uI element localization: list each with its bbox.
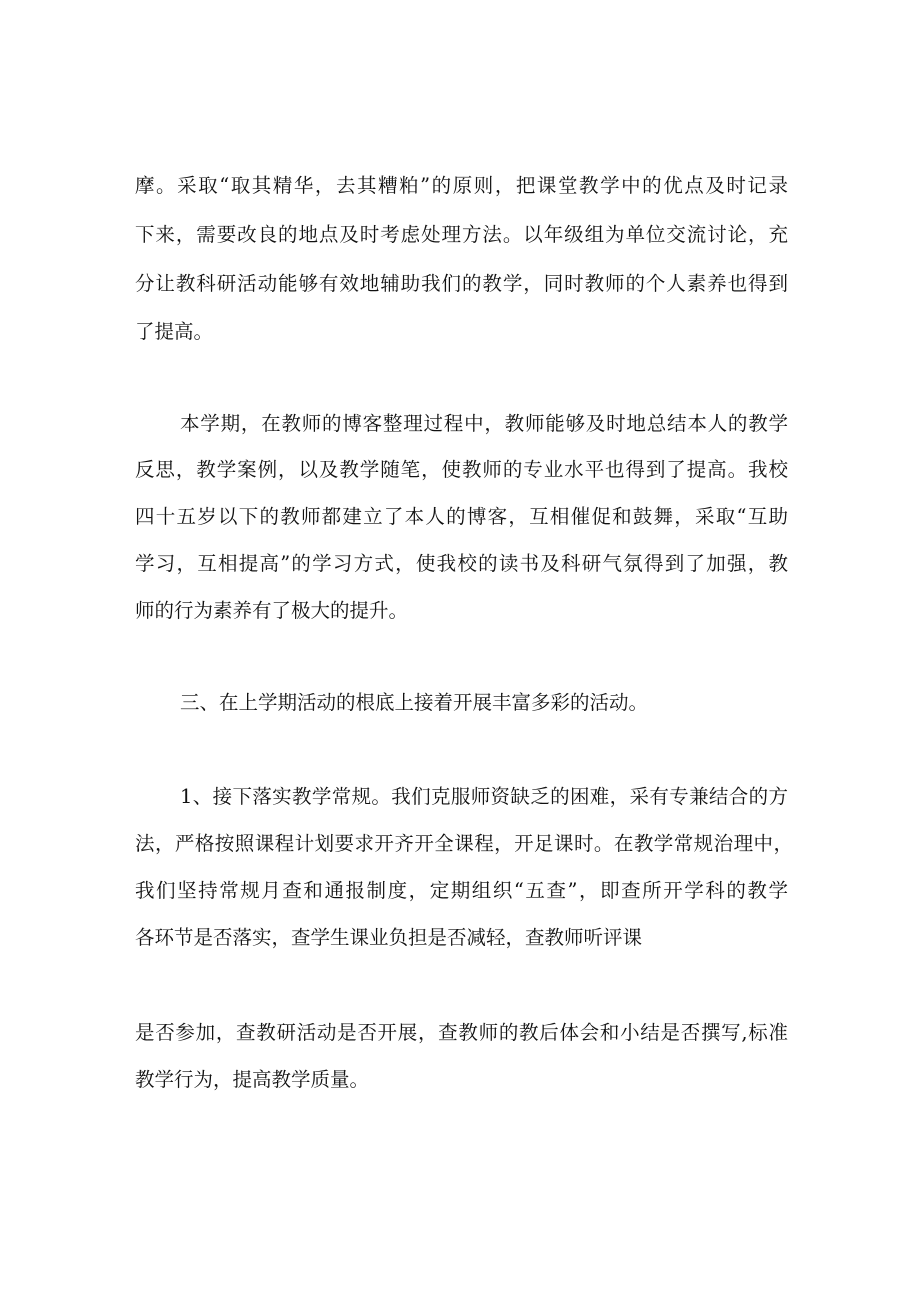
text-line: 了提高。 bbox=[135, 320, 214, 343]
text-line: 1、接下落实教学常规。我们克服师资缺乏的困难，采有专兼结合的方 bbox=[180, 785, 788, 808]
text-line: 分让教科研活动能够有效地辅助我们的教学，同时教师的个人素养也得到 bbox=[135, 272, 788, 295]
text-line: 四十五岁以下的教师都建立了本人的博客，互相催促和鼓舞，采取“互助 bbox=[135, 505, 788, 528]
text-line: 教学行为，提高教学质量。 bbox=[135, 1068, 370, 1091]
text-line: 三、在上学期活动的根底上接着开展丰富多彩的活动。 bbox=[180, 691, 649, 714]
text-line: 学习，互相提高”的学习方式，使我校的读书及科研气氛得到了加强，教 bbox=[135, 552, 788, 575]
text-line: 摩。采取“取其精华，去其糟粕”的原则，把课堂教学中的优点及时记录 bbox=[135, 174, 788, 197]
text-line: 法，严格按照课程计划要求开齐开全课程，开足课时。在教学常规治理中， bbox=[135, 832, 793, 855]
text-line: 本学期，在教师的博客整理过程中，教师能够及时地总结本人的教学 bbox=[180, 412, 788, 435]
text-line: 师的行为素养有了极大的提升。 bbox=[135, 599, 409, 622]
text-line: 各环节是否落实，查学生课业负担是否减轻，查教师听评课 bbox=[135, 926, 643, 949]
text-line: 是否参加，查教研活动是否开展，查教师的教后体会和小结是否撰写,标准 bbox=[135, 1021, 788, 1044]
text-line: 我们坚持常规月查和通报制度，定期组织“五查”，即查所开学科的教学 bbox=[135, 879, 788, 902]
text-line: 反思，教学案例，以及教学随笔，使教师的专业水平也得到了提高。我校 bbox=[135, 458, 788, 481]
text-line: 下来，需要改良的地点及时考虑处理方法。以年级组为单位交流讨论，充 bbox=[135, 223, 788, 246]
